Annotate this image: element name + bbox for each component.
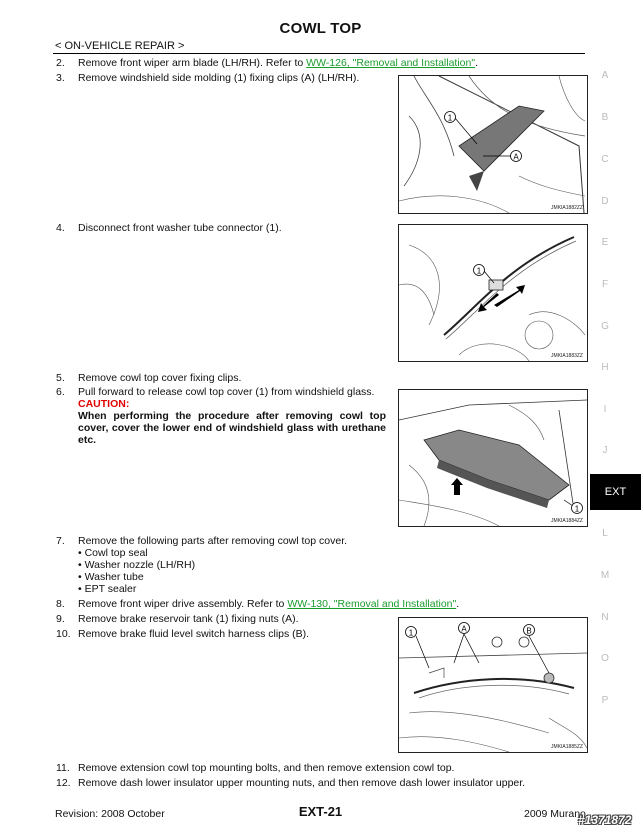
- index-letter[interactable]: I: [603, 404, 607, 415]
- ext-section-tab[interactable]: EXT: [590, 474, 641, 510]
- figure-1-drawing: [399, 76, 587, 213]
- step-3: 3. Remove windshield side molding (1) fixing clips (A) (LH/RH).: [56, 72, 360, 84]
- ww-126-link[interactable]: WW-126, "Removal and Installation": [306, 57, 476, 69]
- sub-item: • Cowl top seal: [78, 547, 148, 559]
- step-6: 6. Pull forward to release cowl top cover (1) from windshield glass.: [56, 386, 375, 398]
- figure-cowl-top-cover: [398, 389, 588, 527]
- figure-code: JMKIA1885ZZ: [551, 744, 583, 750]
- ww-130-link[interactable]: WW-130, "Removal and Installation": [287, 598, 457, 610]
- index-letter[interactable]: M: [600, 570, 610, 581]
- figure-3-label-1: 1: [574, 504, 580, 514]
- caution-title: CAUTION:: [78, 398, 130, 410]
- figure-code: JMKIA1882ZZ: [551, 205, 583, 211]
- step-10: 10. Remove brake fluid level switch harness clips (B).: [56, 628, 310, 640]
- step-5: 5. Remove cowl top cover fixing clips.: [56, 372, 242, 384]
- index-letter[interactable]: C: [601, 154, 609, 165]
- figure-1-label-a: A: [513, 152, 519, 162]
- document-number: #1371872: [578, 813, 632, 827]
- figure-4-drawing: [399, 618, 587, 752]
- figure-code: JMKIA1883ZZ: [551, 353, 583, 359]
- step-4: 4. Disconnect front washer tube connector (1).: [56, 222, 282, 234]
- figure-windshield-molding: [398, 75, 588, 214]
- index-letter[interactable]: G: [601, 321, 609, 332]
- figure-2-label-1: 1: [476, 266, 482, 276]
- figure-4-label-a: A: [461, 624, 467, 634]
- step-2: 2. Remove front wiper arm blade (LH/RH). Refer to WW-126, "Removal and Installation".: [56, 57, 479, 69]
- index-letter[interactable]: J: [602, 445, 608, 456]
- figure-washer-tube: [398, 224, 588, 362]
- sub-item: • Washer nozzle (LH/RH): [78, 559, 196, 571]
- figure-brake-reservoir: [398, 617, 588, 753]
- sub-item: • Washer tube: [78, 571, 144, 583]
- figure-3-drawing: [399, 390, 587, 526]
- index-letter[interactable]: P: [601, 695, 609, 706]
- index-letter[interactable]: O: [601, 653, 609, 664]
- step-9: 9. Remove brake reservoir tank (1) fixing nuts (A).: [56, 613, 299, 625]
- index-letter[interactable]: D: [601, 196, 609, 207]
- index-letter[interactable]: H: [601, 362, 609, 373]
- step-11: 11. Remove extension cowl top mounting bolts, and then remove extension cowl top.: [56, 762, 455, 774]
- page-title: COWL TOP: [279, 20, 362, 37]
- figure-4-label-b: B: [526, 626, 532, 636]
- breadcrumb: < ON-VEHICLE REPAIR >: [55, 40, 185, 52]
- figure-4-label-1: 1: [408, 628, 414, 638]
- figure-1-label-1: 1: [447, 113, 453, 123]
- figure-code: JMKIA1884ZZ: [551, 518, 583, 524]
- step-8: 8. Remove front wiper drive assembly. Refer to WW-130, "Removal and Installation".: [56, 598, 460, 610]
- page-number: EXT-21: [298, 804, 343, 819]
- footer-revision: Revision: 2008 October: [55, 808, 165, 820]
- figure-2-drawing: [399, 225, 587, 361]
- index-letter[interactable]: E: [601, 237, 609, 248]
- index-letter[interactable]: F: [601, 279, 609, 290]
- index-letter[interactable]: L: [602, 528, 608, 539]
- header-rule: [53, 53, 585, 54]
- sub-item: • EPT sealer: [78, 583, 137, 595]
- index-letter[interactable]: A: [601, 70, 609, 81]
- index-letter[interactable]: N: [601, 612, 609, 623]
- index-letter[interactable]: B: [601, 112, 609, 123]
- footer-model: 2009 Murano: [524, 808, 586, 820]
- step-12: 12. Remove dash lower insulator upper mounting nuts, and then remove dash lower insulator upper.: [56, 777, 526, 789]
- caution-text: When performing the procedure after removing cowl top cover, cover the lower end of windshield glass with urethane etc.: [78, 410, 386, 446]
- step-7: 7. Remove the following parts after removing cowl top cover.: [56, 535, 348, 547]
